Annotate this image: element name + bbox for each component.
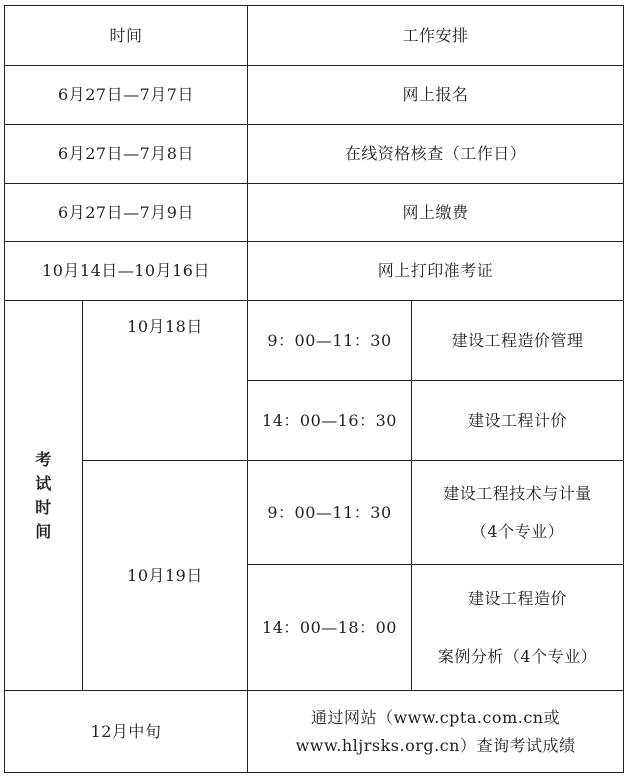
exam-session-time: 14：00—18：00 [248,565,412,691]
header-plan: 工作安排 [248,6,624,66]
exam-day-date: 10月19日 [83,461,248,691]
table-row [5,125,624,184]
exam-session-time: 14：00—16：30 [248,381,412,461]
exam-session-subject: 建设工程造价管理 [412,301,624,381]
row-time: 6月27日—7月8日 [5,125,248,184]
exam-label-char: 试 [35,473,52,493]
header-time: 时间 [5,6,248,66]
table-row [5,184,624,242]
exam-session-subject: 建设工程技术与计量 （4个专业） [412,461,624,565]
row-plan: 网上报名 [248,66,624,125]
exam-label-char: 间 [35,521,52,541]
row-plan: 网上打印准考证 [248,242,624,301]
row-time: 10月14日—10月16日 [5,242,248,301]
row-plan: 网上缴费 [248,184,624,242]
table-row [5,66,624,125]
exam-schedule-table [4,5,624,773]
result-time: 12月中旬 [5,691,248,773]
result-row [5,691,624,773]
exam-label-char: 时 [35,497,52,517]
exam-session-row [5,461,624,565]
exam-session-time: 9：00—11：30 [248,301,412,381]
exam-session-row [5,301,624,381]
table-row [5,242,624,301]
row-time: 6月27日—7月9日 [5,184,248,242]
exam-session-subject: 建设工程计价 [412,381,624,461]
exam-label-char: 考 [35,449,52,469]
exam-session-time: 9：00—11：30 [248,461,412,565]
table-header-row [5,6,624,66]
exam-time-label [5,301,83,691]
exam-day-date: 10月18日 [83,301,248,461]
row-plan: 在线资格核查（工作日） [248,125,624,184]
row-time: 6月27日—7月7日 [5,66,248,125]
result-plan: 通过网站（www.cpta.com.cn或 www.hljrsks.org.cn）查询考试成绩 [248,691,624,773]
exam-session-subject: 建设工程造价 案例分析（4个专业） [412,565,624,691]
